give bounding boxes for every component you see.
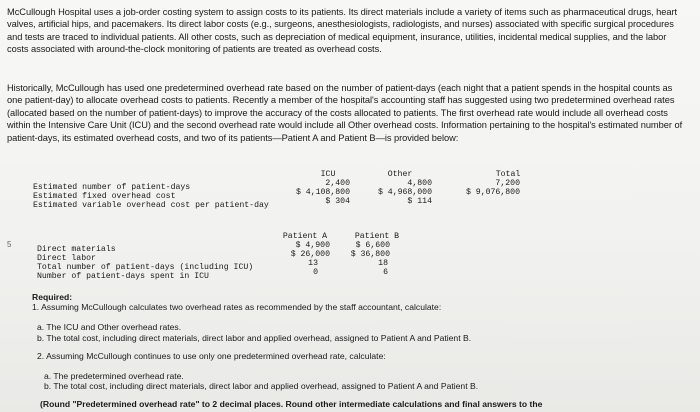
- cell-other: $ 114: [407, 197, 432, 206]
- history-paragraph: Historically, McCullough has used one predetermined overhead rate based on the number of patient-days (each night that a patient spends in the hospital counts as one patient-day) to allocate overhead costs to patients. Recently a member of the hospital's accounting staff has suggested using two predetermined overhead rates (allocated based on the number of patient-days) to improve the accuracy of the costs allocated to patients. The first overhead rate would include all overhead costs within the Intensive Care Unit (ICU) and the second overhead rate would include all Other overhead costs. Information pertaining to the hospital's estimated number of patient-days, its estimated overhead costs, and two of its patients—Patient A and Patient B—is provided below:: [7, 83, 683, 143]
- cell-total: 7,200: [495, 179, 520, 188]
- row-label: Number of patient-days spent in ICU: [37, 272, 209, 281]
- cell-patient-b: $ 6,600: [355, 241, 390, 250]
- question-1b: b. The total cost, including direct materials, direct labor and applied overhead, assigned to Patient A and Patient B.: [37, 333, 472, 343]
- header-total: Total: [495, 170, 521, 179]
- question-1: 1. Assuming McCullough calculates two overhead rates as recommended by the staff accountant, calculate:: [32, 302, 442, 312]
- cell-other: $ 4,968,000: [377, 188, 432, 197]
- header-patient-b: Patient B: [354, 232, 400, 241]
- header-patient-a: Patient A: [282, 232, 328, 241]
- row-label: Estimated fixed overhead cost: [33, 192, 176, 201]
- cell-patient-a: 13: [308, 259, 318, 268]
- header-icu: ICU: [320, 170, 336, 179]
- header-other: Other: [387, 170, 413, 179]
- rounding-note: (Round "Predetermined overhead rate" to 2 decimal places. Round other intermediate calculations and final answers to the: [40, 399, 543, 409]
- cell-patient-a: $ 4,900: [295, 241, 330, 250]
- row-label: Total number of patient-days (including ICU): [37, 263, 254, 272]
- question-2: 2. Assuming McCullough continues to use only one predetermined overhead rate, calculate:: [37, 351, 386, 361]
- cell-patient-b: 18: [378, 259, 388, 268]
- row-label: Estimated variable overhead cost per patient-day: [33, 201, 269, 210]
- cell-total: $ 9,076,800: [465, 188, 520, 197]
- required-heading: Required:: [32, 292, 73, 302]
- question-2a: a. The predetermined overhead rate.: [44, 371, 184, 381]
- cell-icu: $ 4,108,800: [295, 188, 350, 197]
- question-2b: b. The total cost, including direct materials, direct labor and applied overhead, assigned to Patient A and Patient B.: [44, 381, 479, 391]
- cell-other: 4,800: [407, 179, 432, 188]
- margin-mark: 5: [7, 240, 12, 249]
- row-label: Estimated number of patient-days: [33, 183, 191, 192]
- cell-icu: 2,400: [325, 179, 350, 188]
- row-label: Direct labor: [37, 254, 96, 263]
- cell-icu: $ 304: [325, 197, 350, 206]
- intro-paragraph: McCullough Hospital uses a job-order costing system to assign costs to its patients. Its direct materials include a variety of items such as pharmaceutical drugs, heart valves, artificial hips, and pacemakers. Its direct labor costs (e.g., surgeons, anesthesiologists, radiologists, and nurses) associated with specific surgical procedures and tests are traced to individual patients. All other costs, such as depreciation of medical equipment, insurance, utilities, incidental medical supplies, and the labor costs associated with around-the-clock monitoring of patients are treated as overhead costs.: [7, 7, 678, 55]
- cell-patient-a: 0: [313, 268, 318, 277]
- cell-patient-b: 6: [383, 268, 388, 277]
- question-1a: a. The ICU and Other overhead rates.: [37, 322, 182, 332]
- cell-patient-a: $ 26,000: [290, 250, 330, 259]
- cell-patient-b: $ 36,800: [350, 250, 390, 259]
- row-label: Direct materials: [37, 245, 116, 254]
